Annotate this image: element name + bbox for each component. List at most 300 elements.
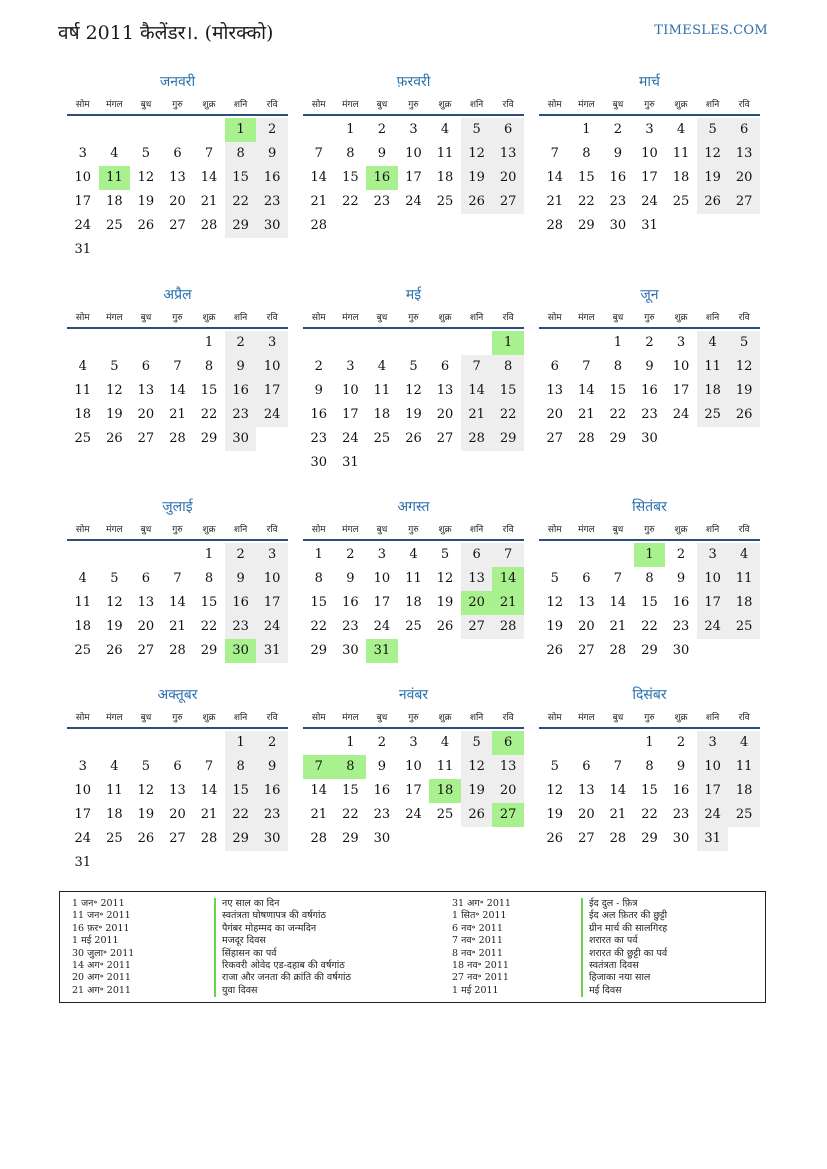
day-cell[interactable]: 12 [405, 383, 422, 398]
day-cell[interactable]: 8 [645, 571, 654, 586]
day-cell[interactable]: 29 [200, 643, 218, 658]
day-cell[interactable]: 1 [492, 331, 524, 355]
day-cell[interactable]: 17 [697, 591, 729, 615]
day-cell[interactable]: 1 [582, 122, 591, 137]
day-cell[interactable]: 10 [405, 146, 422, 161]
day-cell[interactable]: 23 [342, 619, 359, 634]
day-cell[interactable]: 21 [169, 407, 186, 422]
day-cell[interactable]: 28 [492, 615, 524, 639]
day-cell[interactable]: 9 [225, 355, 257, 379]
day-cell[interactable]: 21 [578, 407, 595, 422]
day-cell[interactable]: 11 [672, 146, 690, 161]
day-cell[interactable]: 9 [225, 567, 257, 591]
day-cell[interactable]: 6 [141, 359, 151, 374]
day-cell[interactable]: 24 [697, 615, 729, 639]
day-cell[interactable]: 27 [492, 190, 524, 214]
day-cell[interactable]: 7 [613, 571, 623, 586]
day-cell[interactable]: 10 [697, 567, 729, 591]
day-cell[interactable]: 2 [676, 547, 686, 562]
day-cell[interactable]: 19 [137, 807, 155, 822]
day-cell[interactable]: 23 [310, 431, 328, 446]
day-cell[interactable]: 9 [377, 146, 387, 161]
day-cell[interactable]: 7 [461, 355, 493, 379]
day-cell[interactable]: 19 [546, 807, 564, 822]
day-cell[interactable]: 11 [99, 166, 131, 190]
day-cell[interactable]: 9 [676, 759, 686, 774]
day-cell[interactable]: 12 [137, 170, 155, 185]
day-cell[interactable]: 22 [200, 407, 218, 422]
day-cell[interactable]: 20 [461, 591, 493, 615]
day-cell[interactable]: 15 [342, 783, 359, 798]
day-cell[interactable]: 24 [405, 194, 422, 209]
day-cell[interactable]: 2 [256, 118, 288, 142]
day-cell[interactable]: 22 [200, 619, 218, 634]
day-cell[interactable]: 22 [342, 194, 359, 209]
day-cell[interactable]: 27 [546, 431, 564, 446]
day-cell[interactable]: 29 [225, 214, 257, 238]
day-cell[interactable]: 17 [373, 595, 391, 610]
day-cell[interactable]: 3 [409, 122, 418, 137]
day-cell[interactable]: 9 [256, 755, 288, 779]
day-cell[interactable]: 21 [310, 807, 328, 822]
day-cell[interactable]: 1 [225, 731, 257, 755]
day-cell[interactable]: 3 [676, 335, 686, 350]
day-cell[interactable]: 14 [546, 170, 564, 185]
day-cell[interactable]: 6 [141, 571, 151, 586]
day-cell[interactable]: 25 [436, 194, 454, 209]
day-cell[interactable]: 28 [310, 218, 328, 233]
day-cell[interactable]: 24 [641, 194, 658, 209]
day-cell[interactable]: 14 [609, 783, 627, 798]
day-cell[interactable]: 26 [137, 831, 155, 846]
day-cell[interactable]: 5 [110, 571, 119, 586]
day-cell[interactable]: 8 [613, 359, 623, 374]
day-cell[interactable]: 24 [74, 218, 92, 233]
day-cell[interactable]: 8 [492, 355, 524, 379]
day-cell[interactable]: 18 [373, 407, 391, 422]
day-cell[interactable]: 27 [436, 431, 454, 446]
day-cell[interactable]: 12 [137, 783, 155, 798]
day-cell[interactable]: 3 [256, 543, 288, 567]
day-cell[interactable]: 27 [492, 803, 524, 827]
day-cell[interactable]: 31 [366, 639, 398, 663]
day-cell[interactable]: 7 [173, 571, 182, 586]
day-cell[interactable]: 12 [106, 383, 123, 398]
day-cell[interactable]: 4 [110, 146, 119, 161]
day-cell[interactable]: 5 [110, 359, 119, 374]
day-cell[interactable]: 8 [204, 359, 214, 374]
day-cell[interactable]: 16 [641, 383, 658, 398]
day-cell[interactable]: 14 [200, 170, 218, 185]
day-cell[interactable]: 14 [169, 595, 186, 610]
day-cell[interactable]: 17 [256, 591, 288, 615]
day-cell[interactable]: 23 [225, 403, 257, 427]
day-cell[interactable]: 22 [609, 407, 627, 422]
day-cell[interactable]: 14 [461, 379, 493, 403]
day-cell[interactable]: 2 [613, 122, 623, 137]
day-cell[interactable]: 18 [106, 807, 123, 822]
day-cell[interactable]: 8 [346, 146, 355, 161]
day-cell[interactable]: 26 [405, 431, 422, 446]
day-cell[interactable]: 5 [440, 547, 450, 562]
day-cell[interactable]: 2 [256, 731, 288, 755]
day-cell[interactable]: 22 [225, 190, 257, 214]
day-cell[interactable]: 24 [256, 615, 288, 639]
day-cell[interactable]: 27 [578, 831, 595, 846]
day-cell[interactable]: 12 [697, 142, 729, 166]
day-cell[interactable]: 13 [492, 755, 524, 779]
day-cell[interactable]: 2 [377, 735, 387, 750]
day-cell[interactable]: 5 [409, 359, 418, 374]
day-cell[interactable]: 25 [74, 431, 92, 446]
day-cell[interactable]: 22 [342, 807, 359, 822]
day-cell[interactable]: 26 [546, 643, 564, 658]
day-cell[interactable]: 10 [373, 571, 391, 586]
day-cell[interactable]: 24 [373, 619, 391, 634]
day-cell[interactable]: 12 [436, 571, 454, 586]
day-cell[interactable]: 16 [256, 166, 288, 190]
day-cell[interactable]: 14 [492, 567, 524, 591]
day-cell[interactable]: 10 [342, 383, 359, 398]
day-cell[interactable]: 9 [377, 759, 387, 774]
day-cell[interactable]: 28 [169, 431, 186, 446]
day-cell[interactable]: 30 [672, 643, 690, 658]
day-cell[interactable]: 3 [377, 547, 387, 562]
day-cell[interactable]: 29 [578, 218, 595, 233]
day-cell[interactable]: 18 [728, 779, 760, 803]
day-cell[interactable]: 26 [106, 431, 123, 446]
day-cell[interactable]: 26 [137, 218, 155, 233]
day-cell[interactable]: 10 [74, 170, 92, 185]
day-cell[interactable]: 15 [609, 383, 627, 398]
day-cell[interactable]: 2 [346, 547, 355, 562]
day-cell[interactable]: 21 [609, 807, 627, 822]
day-cell[interactable]: 11 [436, 146, 454, 161]
day-cell[interactable]: 25 [74, 643, 92, 658]
day-cell[interactable]: 17 [74, 807, 92, 822]
day-cell[interactable]: 11 [436, 759, 454, 774]
day-cell[interactable]: 15 [342, 170, 359, 185]
day-cell[interactable]: 13 [137, 383, 155, 398]
day-cell[interactable]: 11 [106, 783, 123, 798]
day-cell[interactable]: 22 [492, 403, 524, 427]
day-cell[interactable]: 21 [310, 194, 328, 209]
day-cell[interactable]: 20 [169, 807, 186, 822]
day-cell[interactable]: 1 [204, 547, 214, 562]
day-cell[interactable]: 29 [641, 643, 658, 658]
day-cell[interactable]: 24 [256, 403, 288, 427]
day-cell[interactable]: 19 [436, 595, 454, 610]
day-cell[interactable]: 23 [256, 803, 288, 827]
day-cell[interactable]: 27 [578, 643, 595, 658]
day-cell[interactable]: 29 [492, 427, 524, 451]
day-cell[interactable]: 28 [609, 643, 627, 658]
day-cell[interactable]: 5 [550, 759, 559, 774]
day-cell[interactable]: 5 [697, 118, 729, 142]
day-cell[interactable]: 8 [314, 571, 323, 586]
day-cell[interactable]: 5 [728, 331, 760, 355]
day-cell[interactable]: 14 [609, 595, 627, 610]
day-cell[interactable]: 23 [225, 615, 257, 639]
day-cell[interactable]: 24 [697, 803, 729, 827]
day-cell[interactable]: 30 [256, 827, 288, 851]
day-cell[interactable]: 1 [346, 735, 355, 750]
day-cell[interactable]: 4 [440, 122, 450, 137]
day-cell[interactable]: 25 [728, 803, 760, 827]
day-cell[interactable]: 23 [672, 619, 690, 634]
day-cell[interactable]: 7 [582, 359, 591, 374]
day-cell[interactable]: 26 [697, 190, 729, 214]
day-cell[interactable]: 27 [169, 218, 186, 233]
day-cell[interactable]: 4 [409, 547, 418, 562]
day-cell[interactable]: 1 [634, 543, 666, 567]
day-cell[interactable]: 2 [225, 543, 257, 567]
day-cell[interactable]: 18 [429, 779, 461, 803]
day-cell[interactable]: 30 [310, 455, 328, 470]
day-cell[interactable]: 5 [461, 731, 493, 755]
day-cell[interactable]: 13 [169, 783, 186, 798]
day-cell[interactable]: 9 [256, 142, 288, 166]
day-cell[interactable]: 15 [578, 170, 595, 185]
day-cell[interactable]: 28 [200, 218, 218, 233]
day-cell[interactable]: 31 [641, 218, 658, 233]
day-cell[interactable]: 16 [225, 591, 257, 615]
day-cell[interactable]: 30 [342, 643, 359, 658]
day-cell[interactable]: 15 [492, 379, 524, 403]
day-cell[interactable]: 19 [728, 379, 760, 403]
day-cell[interactable]: 3 [78, 759, 87, 774]
day-cell[interactable]: 9 [314, 383, 323, 398]
day-cell[interactable]: 15 [225, 166, 257, 190]
day-cell[interactable]: 24 [342, 431, 359, 446]
day-cell[interactable]: 19 [461, 166, 493, 190]
day-cell[interactable]: 4 [78, 571, 87, 586]
day-cell[interactable]: 20 [546, 407, 564, 422]
day-cell[interactable]: 8 [225, 142, 257, 166]
day-cell[interactable]: 27 [461, 615, 493, 639]
day-cell[interactable]: 25 [106, 218, 123, 233]
day-cell[interactable]: 20 [436, 407, 454, 422]
day-cell[interactable]: 3 [645, 122, 654, 137]
day-cell[interactable]: 6 [492, 118, 524, 142]
day-cell[interactable]: 26 [546, 831, 564, 846]
day-cell[interactable]: 31 [342, 455, 359, 470]
day-cell[interactable]: 5 [141, 759, 151, 774]
day-cell[interactable]: 25 [672, 194, 690, 209]
day-cell[interactable]: 7 [550, 146, 559, 161]
day-cell[interactable]: 19 [461, 779, 493, 803]
day-cell[interactable]: 2 [314, 359, 323, 374]
day-cell[interactable]: 29 [609, 431, 627, 446]
day-cell[interactable]: 29 [641, 831, 658, 846]
day-cell[interactable]: 17 [342, 407, 359, 422]
day-cell[interactable]: 16 [342, 595, 359, 610]
day-cell[interactable]: 6 [582, 571, 591, 586]
day-cell[interactable]: 28 [169, 643, 186, 658]
day-cell[interactable]: 1 [225, 118, 257, 142]
day-cell[interactable]: 10 [697, 755, 729, 779]
day-cell[interactable]: 11 [74, 383, 92, 398]
day-cell[interactable]: 1 [613, 335, 623, 350]
day-cell[interactable]: 6 [173, 146, 182, 161]
day-cell[interactable]: 22 [225, 803, 257, 827]
day-cell[interactable]: 17 [405, 170, 422, 185]
day-cell[interactable]: 1 [346, 122, 355, 137]
day-cell[interactable]: 10 [641, 146, 658, 161]
day-cell[interactable]: 14 [310, 783, 328, 798]
day-cell[interactable]: 3 [697, 543, 729, 567]
day-cell[interactable]: 10 [256, 567, 288, 591]
day-cell[interactable]: 20 [492, 166, 524, 190]
day-cell[interactable]: 26 [461, 803, 493, 827]
day-cell[interactable]: 13 [169, 170, 186, 185]
day-cell[interactable]: 4 [697, 331, 729, 355]
day-cell[interactable]: 4 [676, 122, 686, 137]
day-cell[interactable]: 13 [461, 567, 493, 591]
day-cell[interactable]: 7 [173, 359, 182, 374]
day-cell[interactable]: 26 [106, 643, 123, 658]
day-cell[interactable]: 25 [106, 831, 123, 846]
day-cell[interactable]: 12 [461, 142, 493, 166]
day-cell[interactable]: 6 [728, 118, 760, 142]
day-cell[interactable]: 6 [582, 759, 591, 774]
day-cell[interactable]: 21 [200, 194, 218, 209]
day-cell[interactable]: 9 [645, 359, 654, 374]
day-cell[interactable]: 4 [78, 359, 87, 374]
day-cell[interactable]: 13 [546, 383, 564, 398]
day-cell[interactable]: 4 [110, 759, 119, 774]
day-cell[interactable]: 25 [373, 431, 391, 446]
day-cell[interactable]: 14 [200, 783, 218, 798]
day-cell[interactable]: 1 [645, 735, 654, 750]
day-cell[interactable]: 23 [672, 807, 690, 822]
day-cell[interactable]: 28 [546, 218, 564, 233]
day-cell[interactable]: 20 [578, 807, 595, 822]
day-cell[interactable]: 2 [377, 122, 387, 137]
day-cell[interactable]: 15 [200, 383, 218, 398]
day-cell[interactable]: 4 [440, 735, 450, 750]
day-cell[interactable]: 30 [609, 218, 627, 233]
day-cell[interactable]: 4 [728, 731, 760, 755]
day-cell[interactable]: 28 [200, 831, 218, 846]
day-cell[interactable]: 22 [578, 194, 595, 209]
day-cell[interactable]: 27 [728, 190, 760, 214]
day-cell[interactable]: 20 [492, 779, 524, 803]
day-cell[interactable]: 13 [436, 383, 454, 398]
day-cell[interactable]: 31 [74, 855, 92, 870]
day-cell[interactable]: 15 [641, 595, 658, 610]
day-cell[interactable]: 11 [373, 383, 391, 398]
day-cell[interactable]: 16 [225, 379, 257, 403]
day-cell[interactable]: 23 [256, 190, 288, 214]
day-cell[interactable]: 17 [697, 779, 729, 803]
day-cell[interactable]: 18 [436, 170, 454, 185]
day-cell[interactable]: 30 [373, 831, 391, 846]
day-cell[interactable]: 14 [578, 383, 595, 398]
day-cell[interactable]: 16 [373, 783, 391, 798]
day-cell[interactable]: 17 [641, 170, 658, 185]
day-cell[interactable]: 30 [256, 214, 288, 238]
day-cell[interactable]: 28 [310, 831, 328, 846]
day-cell[interactable]: 24 [672, 407, 690, 422]
day-cell[interactable]: 7 [613, 759, 623, 774]
day-cell[interactable]: 12 [546, 783, 564, 798]
day-cell[interactable]: 25 [405, 619, 422, 634]
day-cell[interactable]: 11 [728, 567, 760, 591]
day-cell[interactable]: 11 [728, 755, 760, 779]
day-cell[interactable]: 23 [609, 194, 627, 209]
day-cell[interactable]: 15 [310, 595, 328, 610]
day-cell[interactable]: 20 [137, 407, 155, 422]
day-cell[interactable]: 17 [672, 383, 690, 398]
day-cell[interactable]: 3 [78, 146, 87, 161]
day-cell[interactable]: 7 [492, 543, 524, 567]
day-cell[interactable]: 31 [74, 242, 92, 257]
day-cell[interactable]: 29 [310, 643, 328, 658]
day-cell[interactable]: 17 [256, 379, 288, 403]
day-cell[interactable]: 8 [225, 755, 257, 779]
day-cell[interactable]: 1 [204, 335, 214, 350]
day-cell[interactable]: 13 [578, 595, 595, 610]
day-cell[interactable]: 10 [405, 759, 422, 774]
day-cell[interactable]: 6 [550, 359, 559, 374]
day-cell[interactable]: 18 [672, 170, 690, 185]
day-cell[interactable]: 20 [137, 619, 155, 634]
day-cell[interactable]: 7 [204, 146, 214, 161]
day-cell[interactable]: 16 [672, 783, 690, 798]
day-cell[interactable]: 4 [728, 543, 760, 567]
day-cell[interactable]: 18 [106, 194, 123, 209]
day-cell[interactable]: 13 [728, 142, 760, 166]
day-cell[interactable]: 12 [546, 595, 564, 610]
day-cell[interactable]: 10 [672, 359, 690, 374]
day-cell[interactable]: 2 [645, 335, 654, 350]
day-cell[interactable]: 29 [225, 827, 257, 851]
day-cell[interactable]: 11 [697, 355, 729, 379]
day-cell[interactable]: 31 [697, 827, 729, 851]
day-cell[interactable]: 21 [546, 194, 564, 209]
day-cell[interactable]: 19 [106, 619, 123, 634]
site-link[interactable]: TIMESLES.COM [654, 23, 768, 38]
day-cell[interactable]: 21 [169, 619, 186, 634]
day-cell[interactable]: 27 [137, 643, 155, 658]
day-cell[interactable]: 9 [346, 571, 355, 586]
day-cell[interactable]: 11 [405, 571, 422, 586]
day-cell[interactable]: 22 [310, 619, 328, 634]
day-cell[interactable]: 3 [697, 731, 729, 755]
day-cell[interactable]: 23 [373, 194, 391, 209]
day-cell[interactable]: 7 [303, 755, 335, 779]
day-cell[interactable]: 17 [405, 783, 422, 798]
day-cell[interactable]: 15 [641, 783, 658, 798]
day-cell[interactable]: 18 [74, 619, 92, 634]
day-cell[interactable]: 8 [645, 759, 654, 774]
day-cell[interactable]: 6 [492, 731, 524, 755]
day-cell[interactable]: 26 [436, 619, 454, 634]
day-cell[interactable]: 18 [74, 407, 92, 422]
day-cell[interactable]: 23 [373, 807, 391, 822]
day-cell[interactable]: 11 [74, 595, 92, 610]
day-cell[interactable]: 7 [204, 759, 214, 774]
day-cell[interactable]: 2 [225, 331, 257, 355]
day-cell[interactable]: 22 [641, 619, 658, 634]
day-cell[interactable]: 29 [200, 431, 218, 446]
day-cell[interactable]: 19 [697, 166, 729, 190]
day-cell[interactable]: 20 [578, 619, 595, 634]
day-cell[interactable]: 25 [728, 615, 760, 639]
day-cell[interactable]: 18 [697, 379, 729, 403]
day-cell[interactable]: 10 [74, 783, 92, 798]
